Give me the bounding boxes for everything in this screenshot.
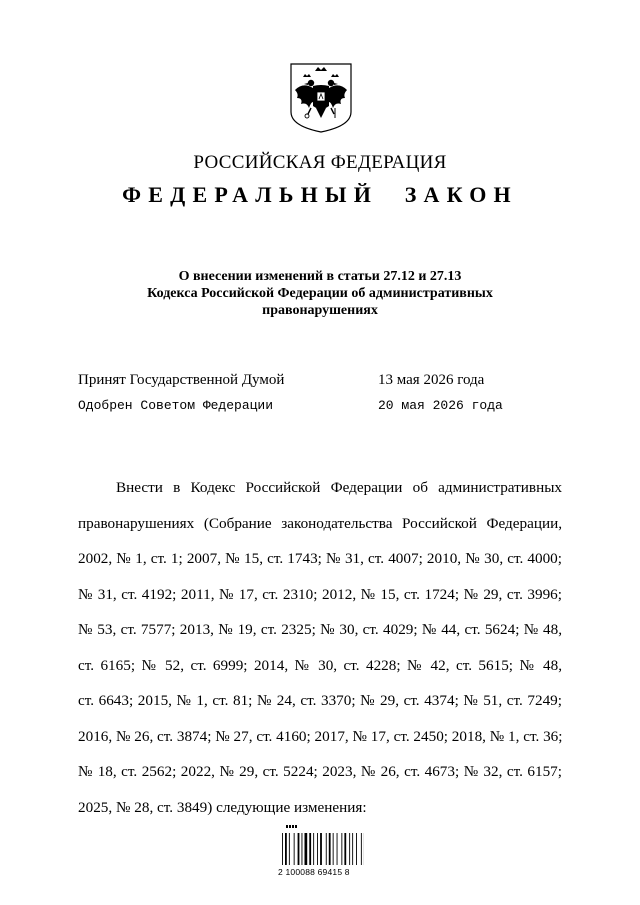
body-line: ст. 6165; № 52, ст. 6999; 2014, № 30, ст. 4228; № 42, ст. 5615; № 48, bbox=[78, 656, 562, 674]
barcode-digits: 2 100088 69415 8 bbox=[278, 867, 350, 877]
law-title-line: Кодекса Российской Федерации об административных bbox=[147, 286, 493, 301]
barcode-icon bbox=[278, 823, 364, 867]
body-line: правонарушениях (Собрание законодательства Российской Федерации, bbox=[78, 514, 562, 532]
council-approval-date: 20 мая 2026 года bbox=[378, 398, 503, 413]
coat-of-arms-icon bbox=[289, 62, 353, 134]
duma-adoption-date: 13 мая 2026 года bbox=[378, 372, 485, 388]
council-approval-label: Одобрен Советом Федерации bbox=[78, 398, 274, 413]
duma-adoption-label: Принят Государственной Думой bbox=[78, 372, 285, 388]
law-type-heading: ФЕДЕРАЛЬНЫЙ ЗАКОН bbox=[122, 182, 518, 207]
body-line: 2002, № 1, ст. 1; 2007, № 15, ст. 1743; № 31, ст. 4007; 2010, № 30, ст. 4000; bbox=[78, 550, 562, 567]
body-line: № 31, ст. 4192; 2011, № 17, ст. 2310; 2012, № 15, ст. 1724; № 29, ст. 3996; bbox=[78, 585, 562, 603]
law-title-line: О внесении изменений в статьи 27.12 и 27.13 bbox=[178, 269, 462, 284]
law-title bbox=[80, 268, 560, 319]
country-heading: РОССИЙСКАЯ ФЕДЕРАЦИЯ bbox=[193, 152, 447, 173]
body-line: 2025, № 28, ст. 3849) следующие изменения: bbox=[78, 798, 367, 816]
law-title-line: правонарушениях bbox=[262, 303, 378, 318]
law-body-paragraph bbox=[78, 470, 562, 825]
body-line: № 53, ст. 7577; 2013, № 19, ст. 2325; № 30, ст. 4029; № 44, ст. 5624; № 48, bbox=[78, 621, 562, 638]
body-line: Внести в Кодекс Российской Федерации об административных bbox=[116, 479, 562, 496]
body-line: № 18, ст. 2562; 2022, № 29, ст. 5224; 2023, № 26, ст. 4673; № 32, ст. 6157; bbox=[78, 763, 562, 780]
body-line: 2016, № 26, ст. 3874; № 27, ст. 4160; 2017, № 17, ст. 2450; 2018, № 1, ст. 36; bbox=[78, 727, 563, 745]
body-line: ст. 6643; 2015, № 1, ст. 81; № 24, ст. 3370; № 29, ст. 4374; № 51, ст. 7249; bbox=[78, 692, 562, 709]
